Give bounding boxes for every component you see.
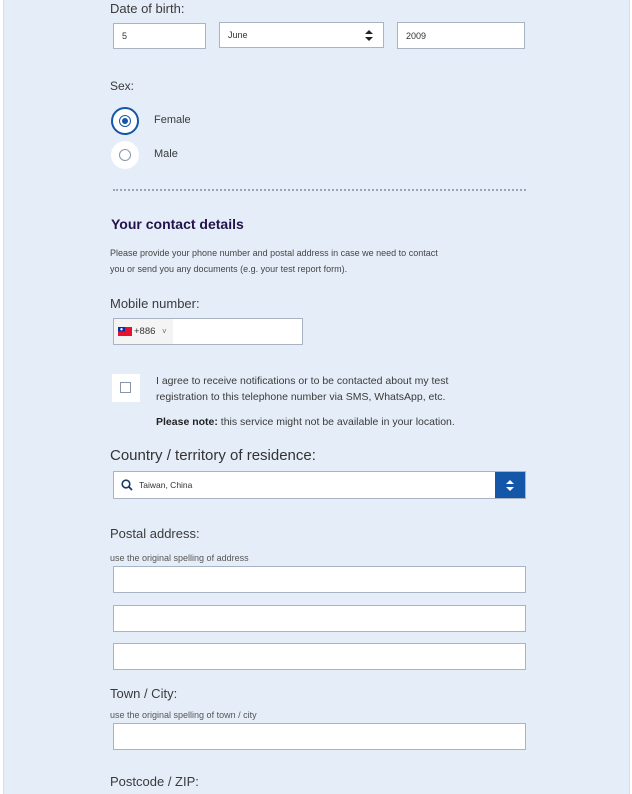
postal-line1-input[interactable] bbox=[113, 566, 526, 593]
postal-line3-input[interactable] bbox=[113, 643, 526, 670]
radio-male-circle bbox=[119, 149, 131, 161]
form-panel bbox=[3, 0, 630, 794]
dial-code: +886 bbox=[134, 326, 156, 337]
postcode-label: Postcode / ZIP: bbox=[110, 774, 199, 789]
dob-year-value: 2009 bbox=[406, 30, 427, 41]
consent-text-line1: I agree to receive notifications or to be contacted about my test bbox=[156, 375, 449, 387]
contact-description-line2: you or send you any documents (e.g. your test report form). bbox=[110, 264, 348, 274]
town-input[interactable] bbox=[113, 723, 526, 750]
radio-female-circle bbox=[119, 115, 131, 127]
contact-description-line1: Please provide your phone number and postal address in case we need to contact bbox=[110, 248, 438, 258]
residence-dropdown-button[interactable] bbox=[495, 472, 525, 498]
mobile-label: Mobile number: bbox=[110, 296, 200, 311]
postal-line2-input[interactable] bbox=[113, 605, 526, 632]
dob-day-value: 5 bbox=[122, 31, 128, 41]
mobile-input[interactable] bbox=[113, 318, 303, 345]
town-hint: use the original spelling of town / city bbox=[110, 710, 257, 720]
postal-label: Postal address: bbox=[110, 526, 200, 541]
town-label: Town / City: bbox=[110, 686, 178, 701]
radio-female-label[interactable]: Female bbox=[154, 114, 191, 126]
consent-text-line2: registration to this telephone number via SMS, WhatsApp, etc. bbox=[156, 391, 446, 403]
consent-checkbox-box bbox=[120, 382, 131, 393]
chevron-down-icon: ˅ bbox=[162, 327, 167, 336]
dob-month-value: June bbox=[228, 30, 248, 40]
dob-day-input[interactable] bbox=[113, 23, 206, 49]
country-code-selector[interactable] bbox=[114, 319, 173, 344]
postal-hint: use the original spelling of address bbox=[110, 553, 249, 563]
taiwan-flag-icon bbox=[118, 327, 132, 336]
consent-checkbox[interactable] bbox=[112, 374, 140, 402]
residence-value: Taiwan, China bbox=[139, 480, 193, 490]
sort-arrows-icon bbox=[506, 480, 514, 491]
contact-section-title: Your contact details bbox=[111, 216, 244, 232]
dob-month-select[interactable] bbox=[219, 22, 384, 48]
search-icon bbox=[121, 479, 133, 491]
sort-arrows-icon bbox=[365, 30, 373, 41]
consent-note-text: this service might not be available in your location. bbox=[217, 416, 455, 428]
residence-label: Country / territory of residence: bbox=[110, 447, 316, 464]
section-divider bbox=[113, 189, 526, 191]
consent-note-bold: Please note: bbox=[156, 416, 218, 428]
radio-male[interactable] bbox=[111, 141, 139, 169]
residence-select[interactable] bbox=[113, 471, 526, 499]
radio-female[interactable] bbox=[111, 107, 139, 135]
consent-note bbox=[156, 416, 455, 428]
sex-label: Sex: bbox=[110, 79, 135, 93]
dob-year-input[interactable] bbox=[397, 22, 525, 49]
dob-label: Date of birth: bbox=[110, 1, 185, 16]
radio-female-dot bbox=[122, 118, 128, 124]
radio-male-label[interactable]: Male bbox=[154, 148, 178, 160]
